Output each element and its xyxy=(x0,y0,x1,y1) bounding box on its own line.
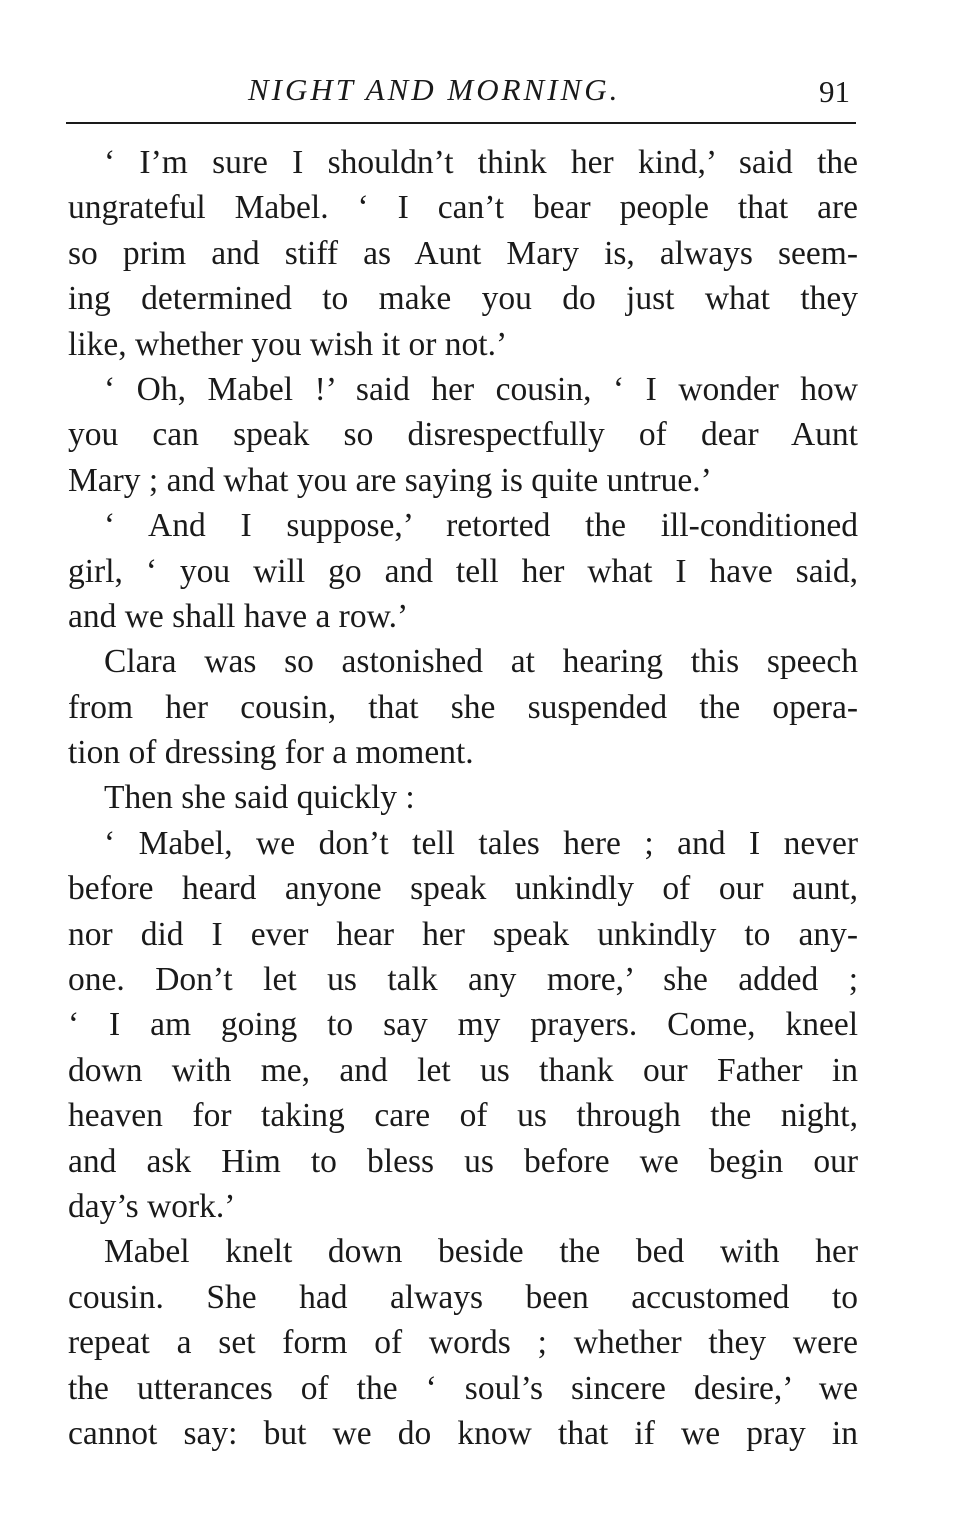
text-line: Mabel knelt down beside the bed with her xyxy=(104,1233,858,1271)
text-line: repeat a set form of words ; whether they were xyxy=(68,1324,858,1362)
text-line: like, whether you wish it or not.’ xyxy=(68,325,508,363)
body-text xyxy=(68,140,858,1456)
text-line: ‘ I’m sure I shouldn’t think her kind,’ said the xyxy=(104,144,858,181)
header-rule xyxy=(66,122,856,124)
text-line: Clara was so astonished at hearing this speech xyxy=(104,643,858,681)
text-line: ‘ And I suppose,’ retorted the ill-conditioned xyxy=(104,507,858,545)
text-line: you can speak so disrespectfully of dear Aunt xyxy=(68,416,858,454)
text-line: heaven for taking care of us through the night, xyxy=(68,1097,858,1135)
text-line: so prim and stiff as Aunt Mary is, always seem- xyxy=(68,234,858,272)
text-line: ing determined to make you do just what they xyxy=(68,280,858,318)
page-number: 91 xyxy=(819,74,850,109)
running-title: NIGHT AND MORNING. xyxy=(248,72,621,107)
text-line: the utterances of the ‘ soul’s sincere desire,’ we xyxy=(68,1369,858,1407)
text-line: Mary ; and what you are saying is quite untrue.’ xyxy=(68,461,712,499)
text-line: and ask Him to bless us before we begin our xyxy=(68,1142,858,1180)
text-line: ‘ I am going to say my prayers. Come, kneel xyxy=(68,1006,858,1044)
text-line: nor did I ever hear her speak unkindly to any- xyxy=(68,915,858,953)
text-line: Then she said quickly : xyxy=(104,779,415,817)
text-line: girl, ‘ you will go and tell her what I have said, xyxy=(68,552,858,590)
text-line: day’s work.’ xyxy=(68,1187,236,1225)
text-line: cousin. She had always been accustomed to xyxy=(68,1278,858,1316)
text-line: ‘ Mabel, we don’t tell tales here ; and I never xyxy=(104,824,858,862)
text-line: ungrateful Mabel. ‘ I can’t bear people that are xyxy=(68,189,858,227)
text-line: before heard anyone speak unkindly of our aunt, xyxy=(68,870,858,908)
text-line: ‘ Oh, Mabel !’ said her cousin, ‘ I wonder how xyxy=(104,370,858,408)
text-line: tion of dressing for a moment. xyxy=(68,734,474,772)
page-header xyxy=(66,66,856,126)
text-line: and we shall have a row.’ xyxy=(68,597,409,635)
text-line: cannot say: but we do know that if we pray in xyxy=(68,1414,858,1452)
text-line: one. Don’t let us talk any more,’ she added ; xyxy=(68,961,858,999)
text-line: from her cousin, that she suspended the opera- xyxy=(68,688,858,726)
text-line: down with me, and let us thank our Father in xyxy=(68,1051,858,1089)
